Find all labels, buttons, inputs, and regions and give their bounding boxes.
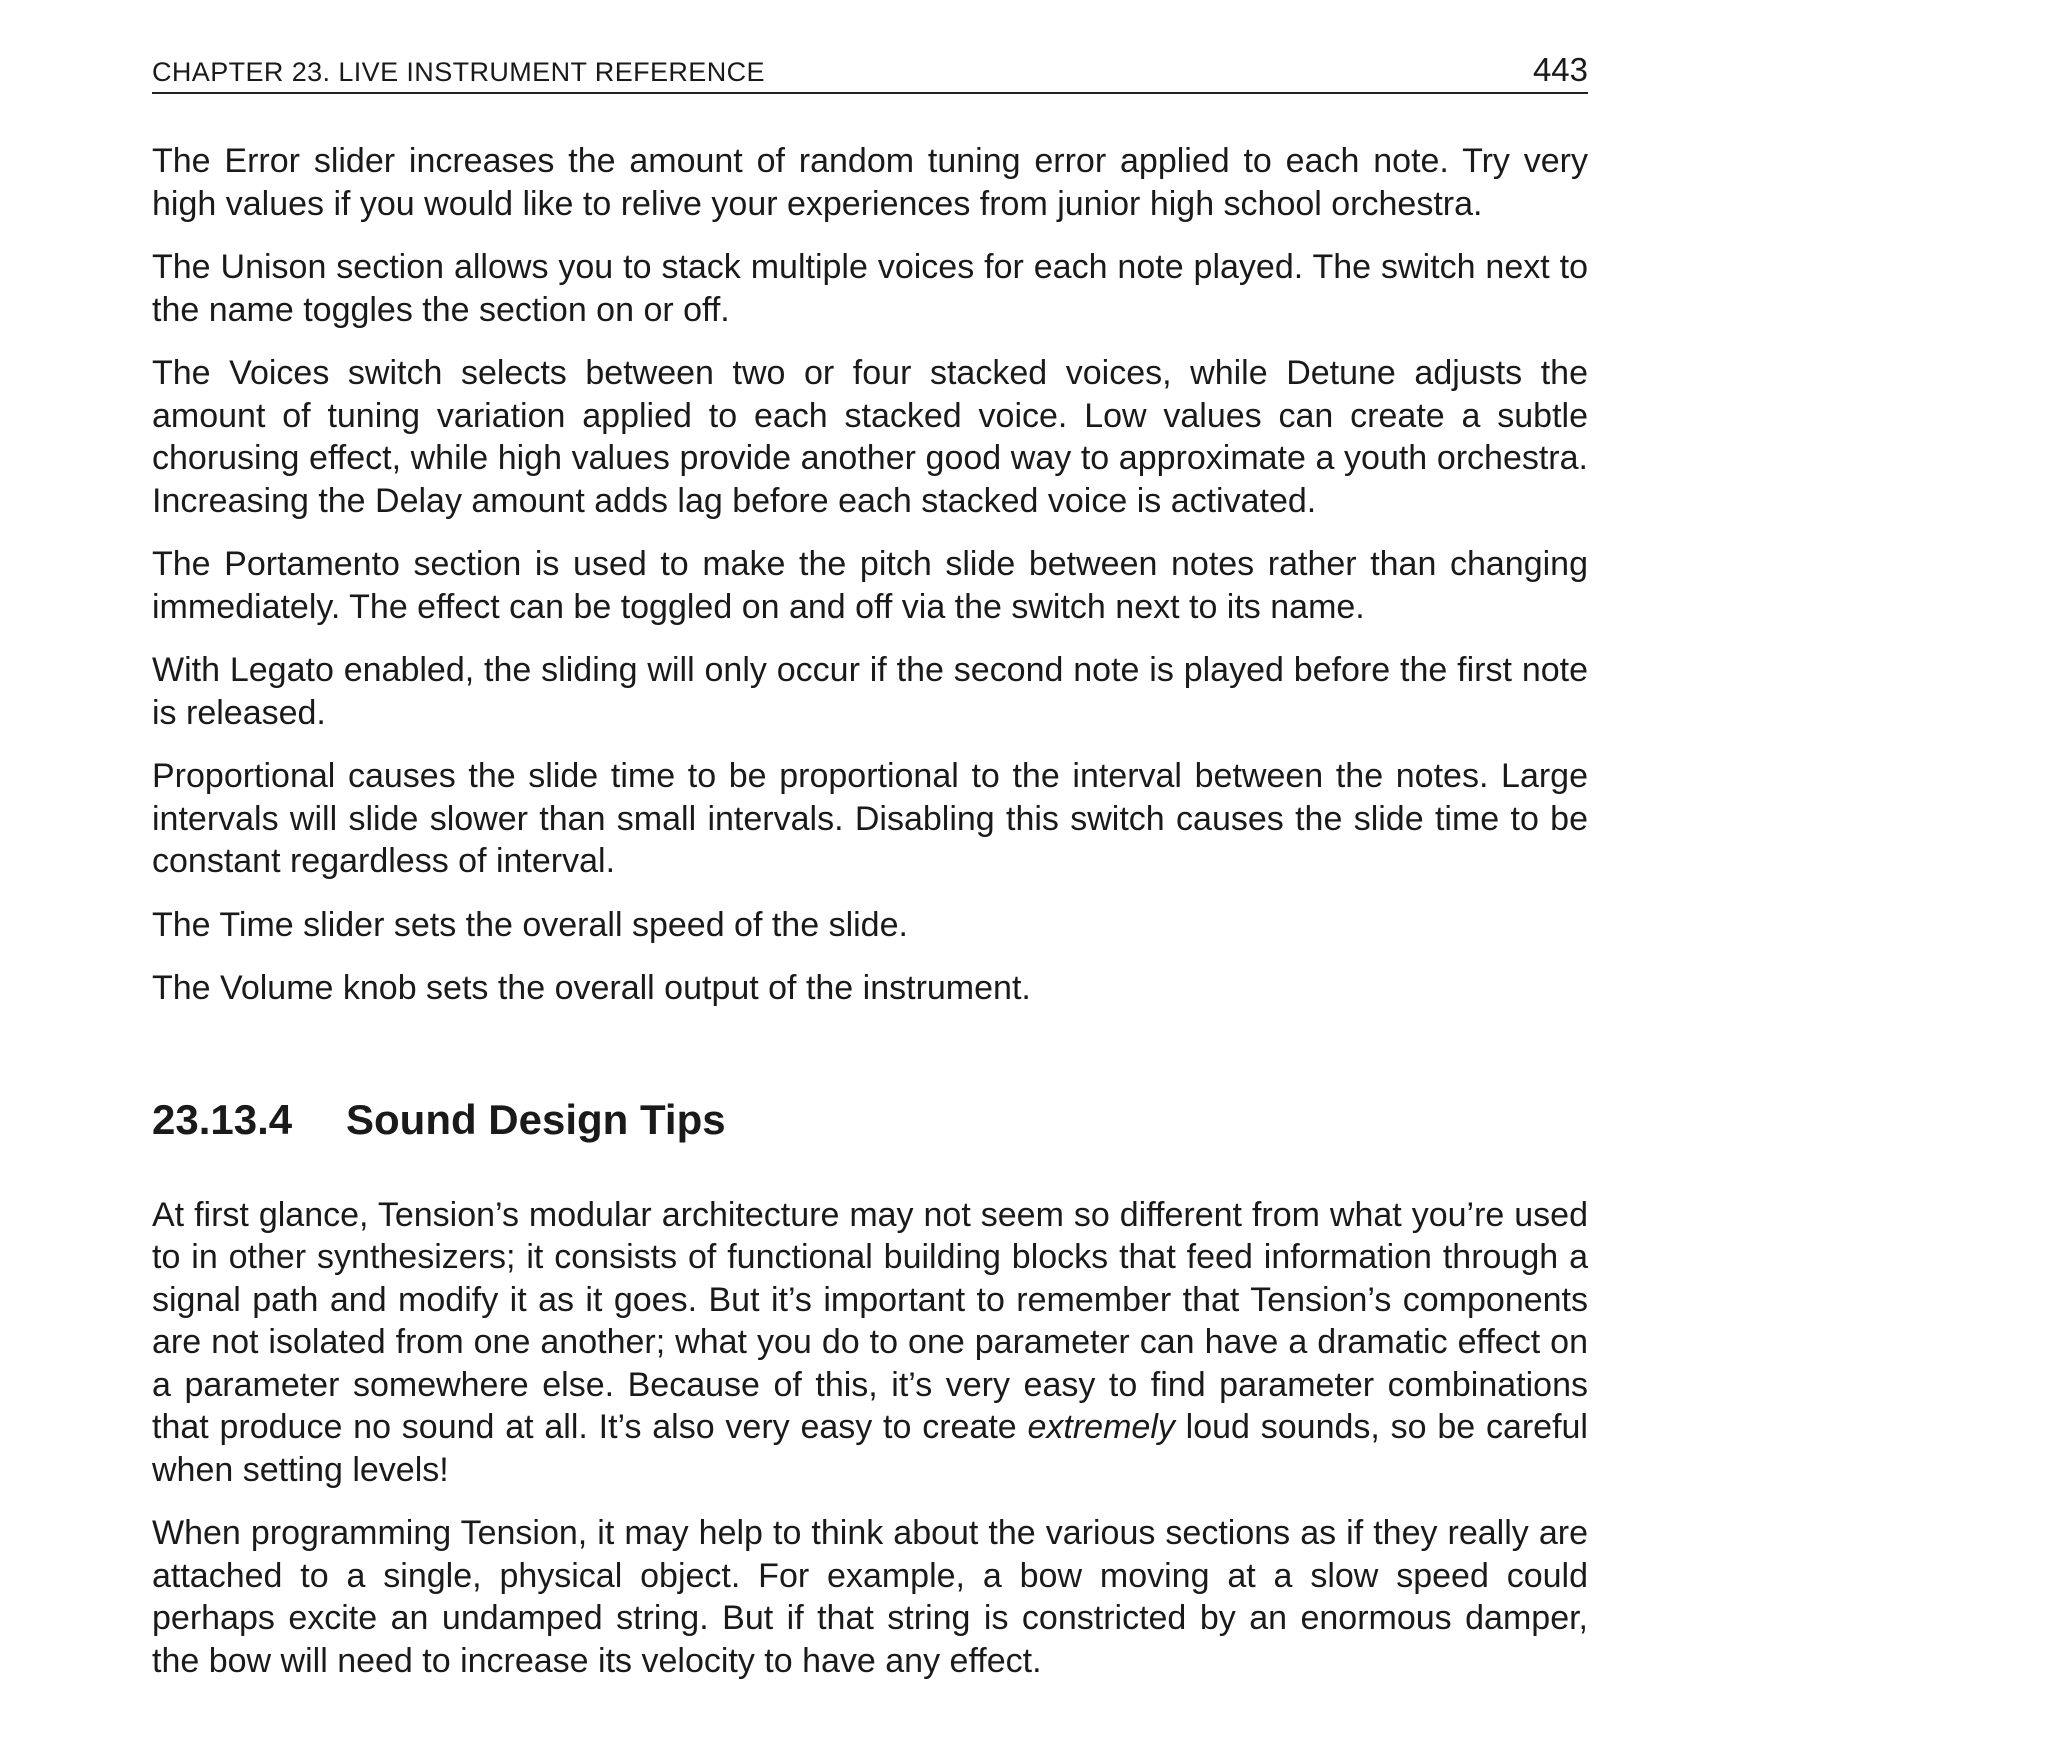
document-page xyxy=(152,44,1588,1682)
paragraph-volume-knob: The Volume knob sets the overall output of the instrument. xyxy=(152,969,1031,1007)
section-title: Sound Design Tips xyxy=(346,1095,726,1143)
section-number: 23.13.4 xyxy=(152,1095,293,1143)
paragraph-programming-tension: When programming Tension, it may help to think about the various sections as if they really are attached to a single, physical object. For example, a bow moving at a slow speed could perhaps excite an undamped string. But if that string is constricted by an enormous damper, the bow will need to increase its velocity to have any effect. xyxy=(152,1514,1588,1680)
section-heading xyxy=(152,1094,1588,1146)
paragraph-legato: With Legato enabled, the sliding will only occur if the second note is played before the first note is released. xyxy=(152,651,1588,732)
chapter-title: CHAPTER 23. LIVE INSTRUMENT REFERENCE xyxy=(152,57,765,87)
running-header xyxy=(152,44,1588,94)
page-number: 443 xyxy=(1532,51,1588,88)
paragraph-text-end: loud sounds, so be careful when setting levels! xyxy=(152,1408,1588,1489)
paragraph-voices-switch: The Voices switch selects between two or four stacked voices, while Detune adjusts the amount of tuning variation applied to each stacked voice. Low values can create a subtle chorusing effect, while high values provide another good way to approximate a youth orchestra. Increasing the Delay amount adds lag before each stacked voice is activated. xyxy=(152,354,1588,520)
paragraph-error-slider: The Error slider increases the amount of random tuning error applied to each note. Try very high values if you would like to relive your experiences from junior high school orchestra. xyxy=(152,142,1588,223)
paragraph-proportional: Proportional causes the slide time to be proportional to the interval between the notes. Large intervals will slide slower than small intervals. Disabling this switch causes the slide time to be constant regardless of interval. xyxy=(152,757,1588,880)
paragraph-portamento-section: The Portamento section is used to make the pitch slide between notes rather than changing immediately. The effect can be toggled on and off via the switch next to its name. xyxy=(152,545,1588,626)
paragraph-unison-section: The Unison section allows you to stack multiple voices for each note played. The switch next to the name toggles the section on or off. xyxy=(152,248,1588,329)
paragraph-modular-architecture xyxy=(152,1194,1588,1492)
paragraph-time-slider: The Time slider sets the overall speed of the slide. xyxy=(152,905,908,944)
paragraph-text-start: At first glance, Tension’s modular architecture may not seem so different from what you’re used to in other synthesizers; it consists of functional building blocks that feed information through a signal path and modify it as it goes. But it’s important to remember that Tension’s components are not isolated from one another; what you do to one parameter can have a dramatic effect on a parameter somewhere else. Because of this, it’s very easy to find parameter combinations that produce no sound at all. It’s also very easy to create xyxy=(152,1195,1588,1446)
emphasis-extremely: extremely xyxy=(1027,1408,1175,1446)
